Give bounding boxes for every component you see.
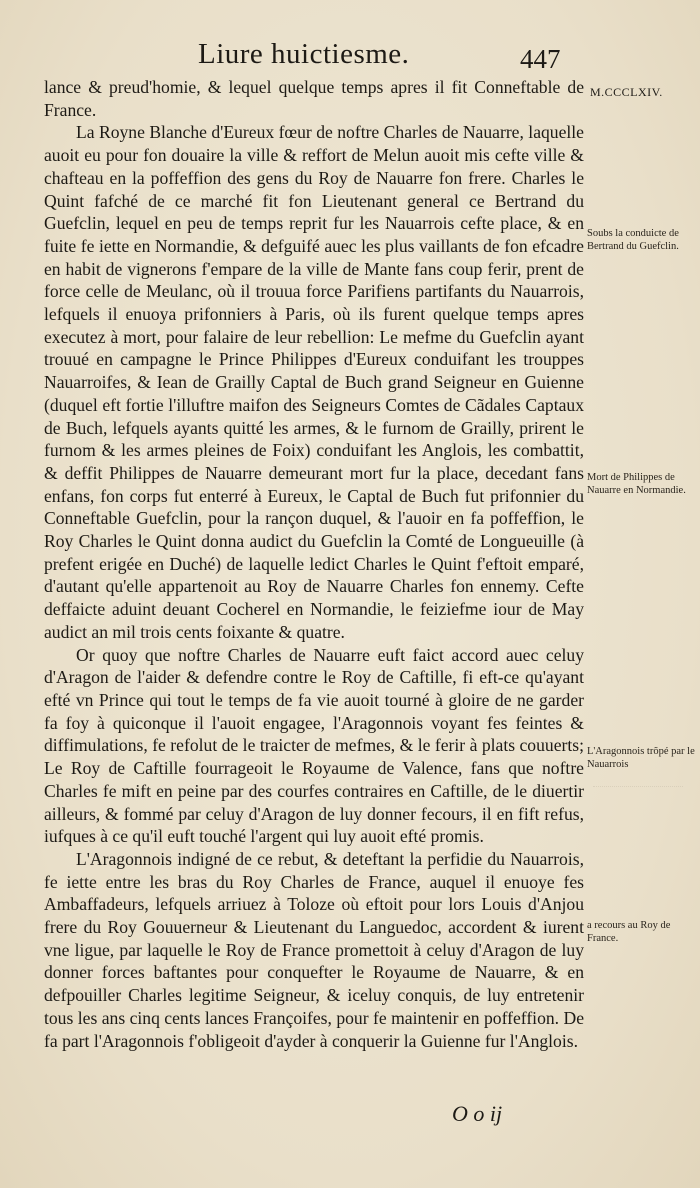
bleed-through-mark [593, 786, 683, 823]
page-number: 447 [520, 44, 561, 74]
page-header [190, 38, 590, 78]
paragraph-continuation: lance & preud'homie, & lequel quelque temps apres il fit Conneftable de France. [44, 77, 584, 120]
paragraph-aragonnois-ligue: L'Aragonnois indigné de ce rebut, & deteftant la perfidie du Nauarrois, fe iette entre les bras du Roy Charles de France, auquel il enuoye fes Ambaffadeurs, lefquels arriuez à Toloze où eftoit pour lors Louis d'Anjou frere du Roy Gouuerneur & Lieutenant du Languedoc, accordent & iurent vne ligue, par laquelle le Roy de France promettoit à celuy d'Aragon de luy donner forces baftantes pour conquefter le Royaume de Nauarre, & en defpouiller Charles legitime Seigneur, & iceluy conquis, de luy entretenir tous les ans cinq cents lances Françoifes, pour fe maintenir en poffeffion. De fa part l'Aragonnois f'obligeoit d'ayder à conquerir la Guienne fur l'Anglois. [44, 848, 584, 1051]
running-head: Liure huictiesme. [198, 38, 410, 70]
paragraph-aragon-accord: Or quoy que noftre Charles de Nauarre euft faict accord auec celuy d'Aragon de l'aider & defendre contre le Roy de Caftille, fi eft-ce qu'ayant efté vn Prince qui tout le temps de fa vie auoit tourné à gloire de ne garder fa foy à quiconque il l'auoit engagee, l'Aragonnois voyant fes feintes & diffimulations, fe refolut de le traicter de mefmes, & le ferir à plats couuerts; Le Roy de Caftille fourrageoit le Royaume de Valence, fans que noftre Charles fe mift en peine par des courfes contraires en Caftille, de le diuertir ailleurs, & fommé par celuy d'Aragon de luy donner fecours, il en fift refus, iufques à ce qu'il euft touché l'argent qui luy auoit efté promis. [44, 644, 584, 847]
margin-note-aragonnois: L'Aragonnois trõpé par le Nauarrois [587, 746, 695, 770]
main-text-column [44, 76, 584, 1052]
signature-mark: O o ij [452, 1101, 503, 1126]
paragraph-royne-blanche: La Royne Blanche d'Eureux fœur de noftre Charles de Nauarre, laquelle auoit eu pour fon douaire la ville & reffort de Melun auoit mis cefte ville & chafteau en la poffeffion des gens du Roy de Nauarre fon frere. Charles le Quint fafché de ce marché fit fon Lieutenant general ce Bertrand du Guefclin, lequel en peu de temps reprit fur les Nauarrois cefte place, & en fuite fe iette en Normandie, & defguifé auec les plus vaillants de fon efcadre en habit de vignerons f'empare de la ville de Mante fans coup ferir, prent de force celle de Meulanc, où il trouua force Parifiens partifants du Nauarrois, lefquels il enuoya prifonniers à Paris, où ils furent quelque temps apres executez à mort, pour falaire de leur rebellion: Le mefme du Guefclin ayant trouué en campagne le Prince Philippes d'Eureux conduifant les trouppes Nauarroifes, & Iean de Grailly Captal de Buch grand Seigneur en Guienne (duquel eft fortie l'illuftre maifon des Seigneurs Comtes de Cãdales Captaux de Buch, lefquels ayants quitté les armes, & le furnom de Grailly, prirent le furnom & les armes pleines de Foix) conduifant les Anglois, les combattit, & deffit Philippes de Nauarre demeurant mort fur la place, decedant fans enfans, fon corps fut enterré à Eureux, le Captal de Buch fut prifonnier du Conneftable Guefclin, pour la rançon duquel, & l'auoir en fa poffeffion, le Roy Charles le Quint donna audict du Guefclin la Comté de Longueuille (à prefent erigée en Duché) de laquelle ledict Charles le Quint f'eftoit emparé, d'autant qu'elle appartenoit au Roy de Nauarre Charles fon ennemy. Cefte deffaicte aduint deuant Cocherel en Normandie, le feiziefme iour de May audict an mil trois cents foixante & quatre. [44, 122, 584, 642]
margin-note-guesclin: Soubs la conduicte de Bertrand du Guefclin. [587, 228, 679, 252]
margin-note-mort-philippes: Mort de Philippes de Nauarre en Normandie. [587, 472, 686, 496]
marginal-date-code: M.CCCLXIV. [590, 85, 663, 99]
margin-note-recours: a recours au Roy de France. [587, 920, 671, 944]
